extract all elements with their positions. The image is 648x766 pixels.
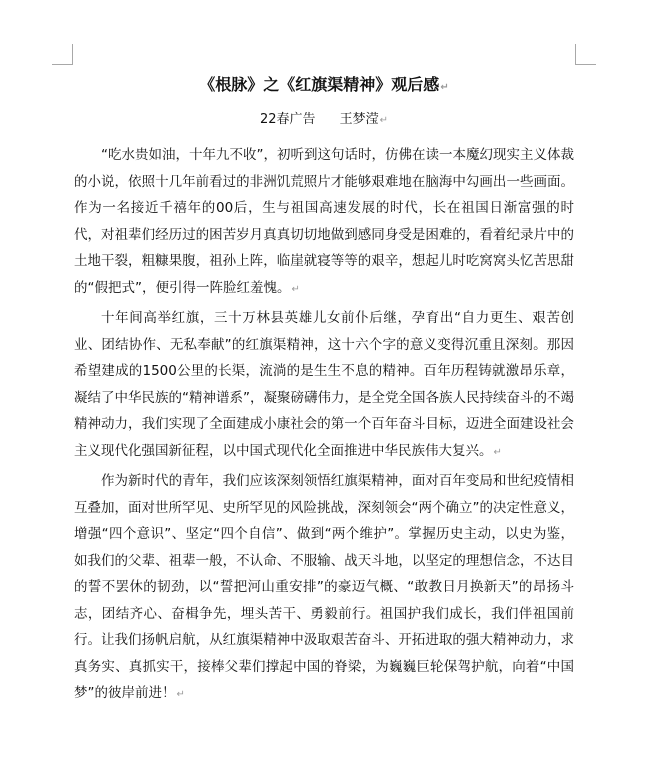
paragraph-text: “吃水贵如油，十年九不收”，初听到这句话时，仿佛在读一本魔幻现实主义体裁的小说，依照十几年前看过的非洲饥荒照片才能够艰难地在脑海中勾画出一些画面。作为一名接近千禧年的00后，生与祖国高速发展的时代，长在祖国日渐富强的时代，对祖辈们经历过的困苦岁月真真切切地做到感同身受是困难的，看着纪录片中的土地干裂，粗糠果腹，祖孙上阵，临崖就寝等等的艰辛，想起儿时吃窝窝头忆苦思甜的“假把式”，便引得一阵脸红羞愧。 <box>74 147 574 296</box>
byline-class: 22春广告 <box>260 112 316 127</box>
document-page <box>74 72 574 711</box>
page-corner-mark-top-right <box>575 44 596 65</box>
body-paragraph-2 <box>74 305 574 466</box>
byline-author: 王梦滢 <box>339 112 379 127</box>
paragraph-mark-icon: ↵ <box>176 689 185 700</box>
document-title <box>74 72 574 101</box>
paragraph-mark-icon: ↵ <box>440 82 449 93</box>
body-paragraph-3 <box>74 468 574 709</box>
body-paragraph-1 <box>74 142 574 303</box>
paragraph-mark-icon: ↵ <box>291 283 300 295</box>
paragraph-mark-icon: ↵ <box>493 446 502 458</box>
page-corner-mark-top-left <box>52 44 73 65</box>
document-title-text: 《根脉》之《红旗渠精神》观后感 <box>199 75 440 94</box>
byline <box>74 109 574 132</box>
paragraph-text: 作为新时代的青年，我们应该深刻领悟红旗渠精神，面对百年变局和世纪疫情相互叠加，面对世所罕见、史所罕见的风险挑战，深刻领会“两个确立”的决定性意义，增强“四个意识”、坚定“四个自信”、做到“两个维护”。掌握历史主动，以史为鉴，如我们的父辈、祖辈一般，不认命、不服输、战天斗地，以坚定的理想信念，不达目的誓不罢休的韧劲，以“誓把河山重安排”的豪迈气概、“敢教日月换新天”的昂扬斗志，团结齐心、奋楫争先，埋头苦干、勇毅前行。祖国护我们成长，我们伴祖国前行。让我们扬帆启航，从红旗渠精神中汲取艰苦奋斗、开拓进取的强大精神动力，求真务实、真抓实干，接棒父辈们撑起中国的脊梁，为巍巍巨轮保驾护航，向着“中国梦”的彼岸前进！ <box>74 473 574 701</box>
paragraph-mark-icon: ↵ <box>379 115 388 126</box>
paragraph-text: 十年间高举红旗，三十万林县英雄儿女前仆后继，孕育出“自力更生、艰苦创业、团结协作、无私奉献”的红旗渠精神，这十六个字的意义变得沉重且深刻。那因希望建成的1500公里的长渠，流淌的是生生不息的精神。百年历程铸就激昂乐章，凝结了中华民族的“精神谱系”，凝聚磅礴伟力，是全党全国各族人民持续奋斗的不竭精神动力，我们实现了全面建成小康社会的第一个百年奋斗目标，迈进全面建设社会主义现代化强国新征程，以中国式现代化全面推进中华民族伟大复兴。 <box>74 310 574 459</box>
